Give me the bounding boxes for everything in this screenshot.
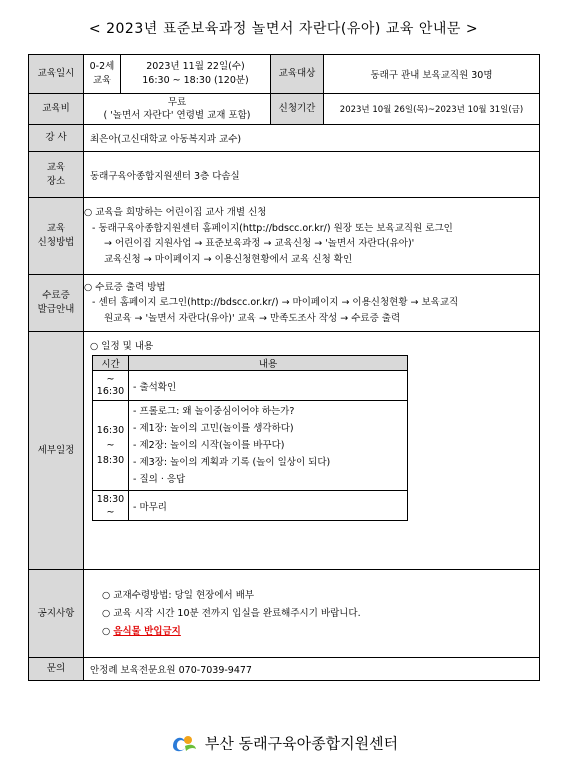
place-value: 동래구육아종합지원센터 3층 다솜실 bbox=[84, 152, 540, 198]
notice-content bbox=[84, 570, 540, 658]
datetime: 2023년 11월 22일(수) 16:30 ~ 18:30 (120분) bbox=[121, 55, 271, 94]
row-notice bbox=[29, 570, 540, 658]
fee-value: 무료 ( '놀면서 자란다' 연령별 교재 포함) bbox=[84, 94, 271, 125]
notice-item-1: ○ 교재수령방법: 당일 현장에서 배부 bbox=[102, 589, 255, 601]
schedule-item: - 제1장: 놀이의 고민(놀이를 생각하다) bbox=[133, 423, 294, 434]
schedule-row bbox=[93, 371, 408, 401]
label-cert: 수료증 발급안내 bbox=[29, 275, 84, 332]
info-table bbox=[28, 54, 540, 681]
schedule-item-list bbox=[129, 401, 408, 491]
label-instructor: 강 사 bbox=[29, 125, 84, 152]
apply-content bbox=[84, 198, 540, 275]
period-value: 2023년 10월 26일(목)~2023년 10월 31일(금) bbox=[324, 94, 540, 125]
label-schedule: 세부일정 bbox=[29, 332, 84, 570]
cert-heading: ○ 수료증 출력 방법 bbox=[84, 281, 166, 293]
schedule-content bbox=[84, 332, 540, 570]
schedule-time: ~ 16:30 bbox=[93, 371, 129, 401]
schedule-item: - 제3장: 놀이의 계획과 기록 (놀이 일상이 되다) bbox=[133, 457, 331, 468]
label-target: 교육대상 bbox=[271, 55, 324, 94]
row-fee bbox=[29, 94, 540, 125]
contact-value: 안정례 보육전문요원 070-7039-9477 bbox=[84, 658, 540, 681]
label-period: 신청기간 bbox=[271, 94, 324, 125]
cert-content bbox=[84, 275, 540, 332]
apply-line-2: → 어린이집 지원사업 → 표준보육과정 → 교육신청 → '놀면서 자란다(유아)' bbox=[104, 238, 415, 249]
row-cert bbox=[29, 275, 540, 332]
schedule-item: - 프롤로그: 왜 놀이중심이어야 하는가? bbox=[133, 406, 295, 417]
cert-line-2: 원교육 → '놀면서 자란다(유아)' 교육 → 만족도조사 작성 → 수료증 출력 bbox=[104, 312, 401, 324]
label-apply: 교육 신청방법 bbox=[29, 198, 84, 275]
col-time: 시간 bbox=[93, 356, 129, 371]
center-logo-icon bbox=[169, 732, 199, 754]
schedule-time: 16:30 ~ 18:30 bbox=[93, 401, 129, 491]
schedule-heading: ○ 일정 및 내용 bbox=[90, 341, 154, 352]
label-date: 교육일시 bbox=[29, 55, 84, 94]
row-instructor bbox=[29, 125, 540, 152]
target-age: 0-2세 교육 bbox=[84, 55, 121, 94]
row-date bbox=[29, 55, 540, 94]
cert-line-1: - 센터 홈페이지 로그인(http://bdscc.or.kr/) → 마이페이지 → 이용신청현황 → 보육교직 bbox=[92, 297, 459, 309]
label-notice: 공지사항 bbox=[29, 570, 84, 658]
apply-heading: ○ 교육을 희망하는 어린이집 교사 개별 신청 bbox=[84, 207, 267, 218]
schedule-item: - 질의 · 응답 bbox=[133, 474, 186, 485]
schedule-table bbox=[92, 355, 408, 521]
notice-bullet: ○ bbox=[102, 625, 114, 637]
label-place: 교육 장소 bbox=[29, 152, 84, 198]
label-fee: 교육비 bbox=[29, 94, 84, 125]
col-content: 내용 bbox=[129, 356, 408, 371]
row-schedule bbox=[29, 332, 540, 570]
schedule-item: - 마무리 bbox=[129, 491, 408, 521]
page-title: < 2023년 표준보육과정 놀면서 자란다(유아) 교육 안내문 > bbox=[88, 21, 479, 37]
schedule-time: 18:30 ~ bbox=[93, 491, 129, 521]
row-place bbox=[29, 152, 540, 198]
target-value: 동래구 관내 보육교직원 30명 bbox=[324, 55, 540, 94]
notice-item-2: ○ 교육 시작 시간 10분 전까지 입실을 완료해주시기 바랍니다. bbox=[102, 607, 361, 619]
schedule-item: - 출석확인 bbox=[129, 371, 408, 401]
label-contact: 문의 bbox=[29, 658, 84, 681]
schedule-row bbox=[93, 491, 408, 521]
row-apply bbox=[29, 198, 540, 275]
notice-warning: 음식물 반입금지 bbox=[113, 625, 181, 637]
org-name: 부산 동래구육아종합지원센터 bbox=[204, 734, 399, 753]
notice-item-3 bbox=[102, 623, 521, 641]
apply-line-1: - 동래구육아종합지원센터 홈페이지(http://bdscc.or.kr/) 원장 또는 보육교직원 로그인 bbox=[92, 222, 453, 234]
instructor-value: 최은아(고신대학교 아동복지과 교수) bbox=[84, 125, 540, 152]
schedule-header-row bbox=[93, 356, 408, 371]
schedule-item: - 제2장: 놀이의 시작(놀이를 바꾸다) bbox=[133, 440, 285, 451]
apply-line-3: 교육신청 → 마이페이지 → 이용신청현황에서 교육 신청 확인 bbox=[104, 253, 353, 265]
row-contact bbox=[29, 658, 540, 681]
schedule-row bbox=[93, 401, 408, 491]
footer bbox=[0, 732, 567, 754]
